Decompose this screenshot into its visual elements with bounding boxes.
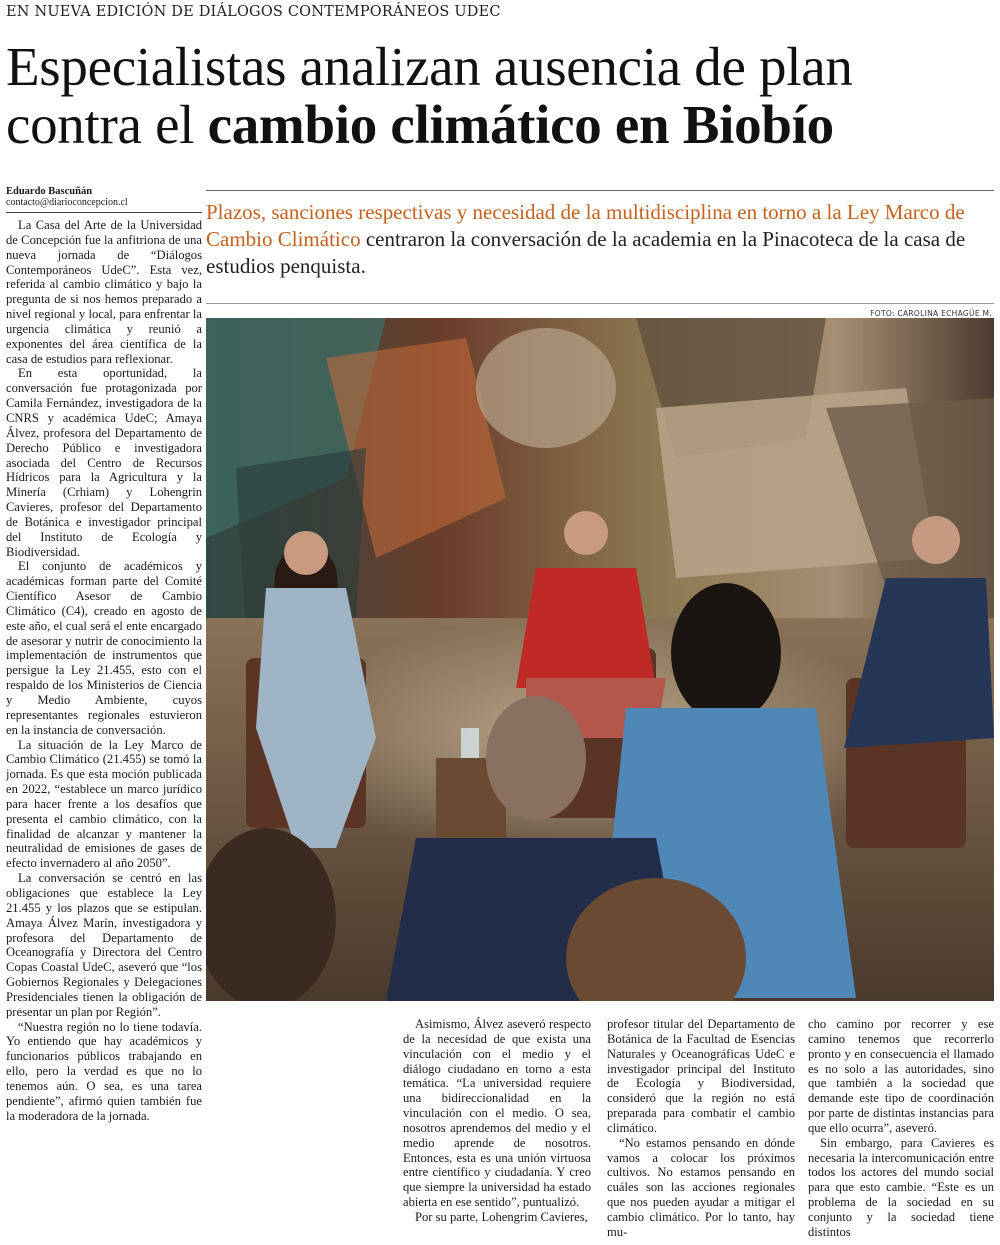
audience-head-bald: [486, 696, 586, 820]
paragraph: El conjunto de académicos y académicas forman parte del Comité Científico Asesor de Cambio Climático (C4), creado en agosto de este año, el cual será el ente encargado de asesorar y nutrir de conocimiento la implementación de instrumentos que persigue la Ley 21.455, esto con el respaldo de los Ministerios de Ciencia y Medio Ambiente, cuyos representantes regionales estuvieron en la instancia de conversación.: [6, 559, 202, 737]
paragraph: “Nuestra región no lo tiene todavía. Yo entiendo que hay académicos y funcionarios públicos trabajando en ello, pero la verdad es que no lo tenemos aún. O sea, es una tarea pendiente”, afirmó quien también fue la moderadora de la jornada.: [6, 1019, 202, 1123]
lead-rest: centraron la conversación de la academia en la Pinacoteca de la casa de estudios penquista.: [206, 227, 966, 278]
lead-top-divider: [206, 190, 994, 191]
paragraph: La Casa del Arte de la Universidad de Concepción fue la anfitriona de una nueva jornada de “Diálogos Contemporáneos UdeC”. Esta vez, referida al cambio climático y bajo la pregunta de si nos hemos preparado a nivel regional y local, para enfrentar la urgencia climática y reunió a exponentes del área científica de la casa de estudios para reflexionar.: [6, 218, 202, 366]
headline-line-2: [6, 96, 996, 154]
article-column-1: [6, 218, 202, 1243]
lead-highlight: Plazos, sanciones respectivas y necesidad de la multidisciplina en torno a la Ley Marco de Cambio Climático: [206, 200, 965, 251]
byline-email[interactable]: contacto@diarioconcepcion.cl: [6, 197, 128, 208]
headline-line-1: Especialistas analizan ausencia de plan: [6, 36, 853, 97]
paragraph: La conversación se centró en las obligaciones que establece la Ley 21.455 y los plazos que se estipulan. Amaya Álvez Marín, investigadora y profesora del Departamento de Oceanografía y Directora del Centro Copas Coastal UdeC, aseveró que “los Gobiernos Regionales y Delegaciones Presidenciales tienen la obligación de presentar un plan por Región”.: [6, 871, 202, 1019]
photo-credit: FOTO: CAROLINA ECHAGÜE M.: [870, 309, 992, 318]
article-column-3: [607, 1017, 795, 1243]
audience-head-dark: [671, 583, 781, 723]
water-glass: [461, 728, 479, 758]
article-photo: [206, 318, 994, 1001]
person-right-head: [912, 516, 960, 564]
headline-line-2-bold: cambio climático en Biobío: [207, 94, 834, 155]
article-column-4: [808, 1017, 994, 1243]
kicker: EN NUEVA EDICIÓN DE DIÁLOGOS CONTEMPORÁNEOS UDEC: [6, 4, 501, 20]
paragraph: Sin embargo, para Cavieres es necesaria la intercomunicación entre todos los actores del mundo social para que esto cambie. “Este es un problema de la sociedad en su conjunto y la sociedad tiene distintos: [808, 1135, 994, 1239]
paragraph: “No estamos pensando en dónde vamos a colocar los próximos cultivos. No estamos pensando en cuáles son las acciones regionales que nos pueden ayudar a mitigar el cambio climático. Por lo tanto, hay mu-: [607, 1135, 795, 1239]
byline: [6, 186, 202, 208]
lead-paragraph: [206, 199, 994, 280]
paragraph: La situación de la Ley Marco de Cambio Climático (21.455) se tomó la jornada. Es que esta moción publicada en 2022, “establece un marco jurídico para hacer frente a los desafíos que presenta el cambio climático, con la finalidad de alcanzar y mantener la neutralidad de emisiones de gases de efecto invernadero al año 2050”.: [6, 737, 202, 871]
person-center-head: [564, 511, 608, 555]
lead-bottom-divider: [206, 303, 994, 304]
headline: [6, 38, 996, 154]
paragraph: Asimismo, Álvez aseveró respecto de la necesidad de que exista una vinculación con el medio y el diálogo ciudadano en torno a esta temática. “La universidad requiere una bidireccionalidad en la vinculación con el medio. O sea, nosotros aprendemos del medio y el medio aprende de nosotros. Entonces, esta es una unión virtuosa entre científico y ciudadanía. Y creo que siempre la universidad ha estado abierta en ese sentido”, puntualizó.: [403, 1017, 591, 1210]
headline-line-2-regular: contra el: [6, 94, 208, 155]
photo-illustration: [206, 318, 994, 1001]
paragraph: profesor titular del Departamento de Botánica de la Facultad de Esencias Naturales y Oceanográficas UdeC e investigador principal del Instituto de Ecología y Biodiversidad, consideró que la región no está preparada para combatir el cambio climático.: [607, 1017, 795, 1135]
byline-author: Eduardo Bascuñán: [6, 186, 93, 197]
article-column-2: [403, 1017, 591, 1243]
byline-divider: [6, 212, 202, 213]
paragraph: Por su parte, Lohengrim Cavieres,: [415, 1209, 588, 1224]
person-left-head: [284, 531, 328, 575]
paragraph: cho camino por recorrer y ese camino tenemos que recorrerlo pronto y en consecuencia el llamado es no solo a las autoridades, sino que también a la sociedad que demande este tipo de coordinación por parte de distintas instancias para que ello ocurra”, aseveró.: [808, 1017, 994, 1135]
paragraph: En esta oportunidad, la conversación fue protagonizada por Camila Fernández, investigadora de la CNRS y académica UdeC; Amaya Álvez, profesora del Departamento de Derecho Público e investigadora asociada del Centro de Recursos Hídricos para la Agricultura y la Minería (Crhiam) y Lohengrin Cavieres, profesor del Departamento de Botánica e investigador principal del Instituto de Ecología y Biodiversidad.: [6, 366, 202, 559]
person-center-jacket: [516, 568, 656, 688]
mural-face: [476, 328, 616, 448]
